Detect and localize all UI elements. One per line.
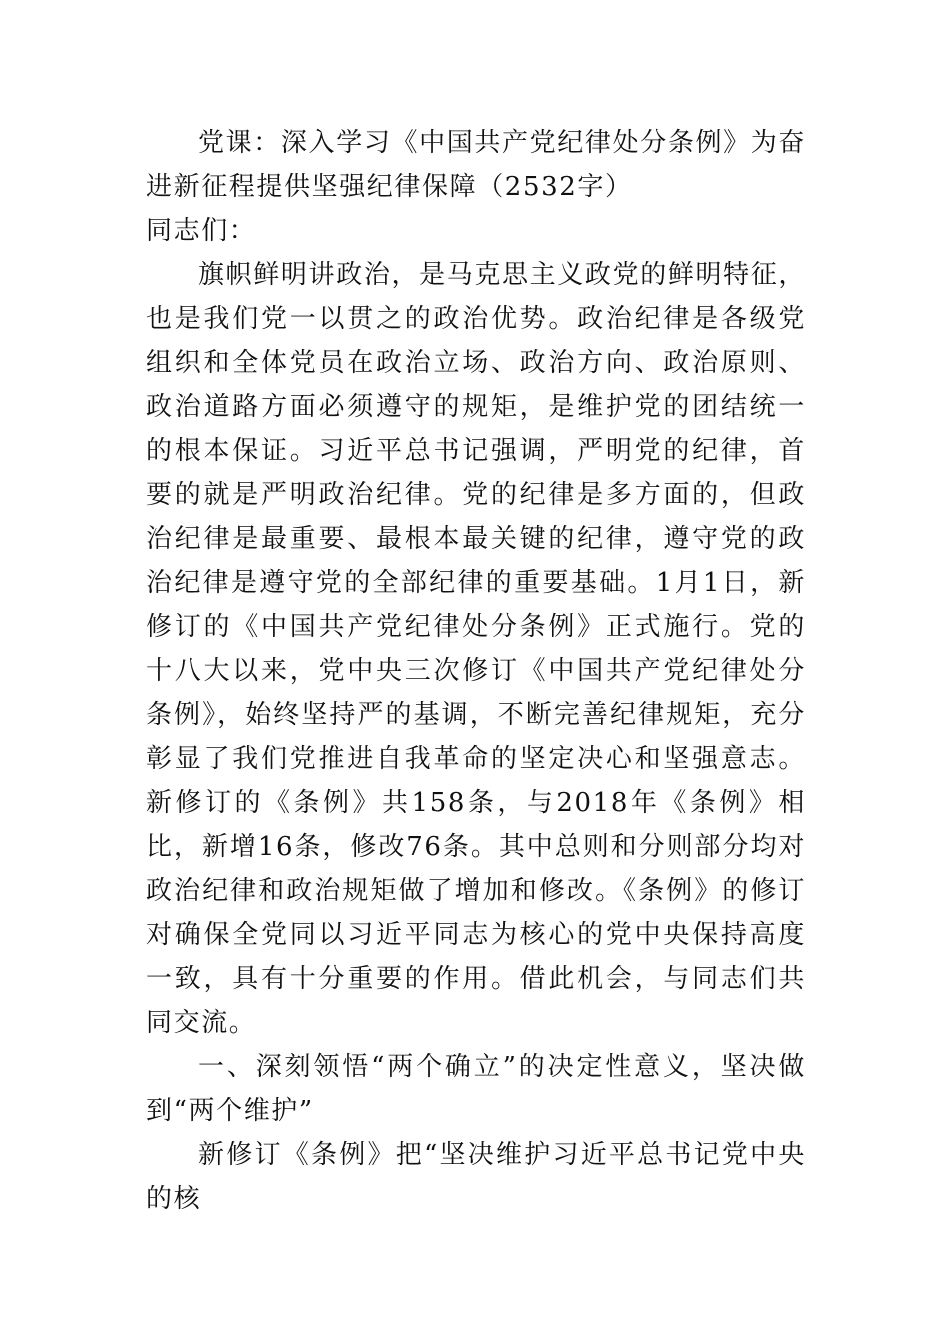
document-title: 党课：深入学习《中国共产党纪律处分条例》为奋进新征程提供坚强纪律保障（2532字） — [146, 128, 806, 202]
body-paragraph: 新修订《条例》把“坚决维护习近平总书记党中央的核 — [146, 1140, 806, 1214]
document-body — [146, 121, 806, 1221]
body-paragraph: 旗帜鲜明讲政治，是马克思主义政党的鲜明特征，也是我们党一以贯之的政治优势。政治纪律是各级党组织和全体党员在政治立场、政治方向、政治原则、政治道路方面必须遵守的规矩，是维护党的团结统一的根本保证。习近平总书记强调，严明党的纪律，首要的就是严明政治纪律。党的纪律是多方面的，但政治纪律是最重要、最根本最关键的纪律，遵守党的政治纪律是遵守党的全部纪律的重要基础。1月1日，新修订的《中国共产党纪律处分条例》正式施行。党的十八大以来，党中央三次修订《中国共产党纪律处分条例》，始终坚持严的基调，不断完善纪律规矩，充分彰显了我们党推进自我革命的坚定决心和坚强意志。新修订的《条例》共158条，与2018年《条例》相比，新增16条，修改76条。其中总则和分则部分均对政治纪律和政治规矩做了增加和修改。《条例》的修订对确保全党同以习近平同志为核心的党中央保持高度一致，具有十分重要的作用。借此机会，与同志们共同交流。 — [146, 260, 806, 1038]
salutation: 同志们： — [146, 216, 257, 246]
section-heading: 一、深刻领悟“两个确立”的决定性意义，坚决做到“两个维护” — [146, 1052, 806, 1126]
